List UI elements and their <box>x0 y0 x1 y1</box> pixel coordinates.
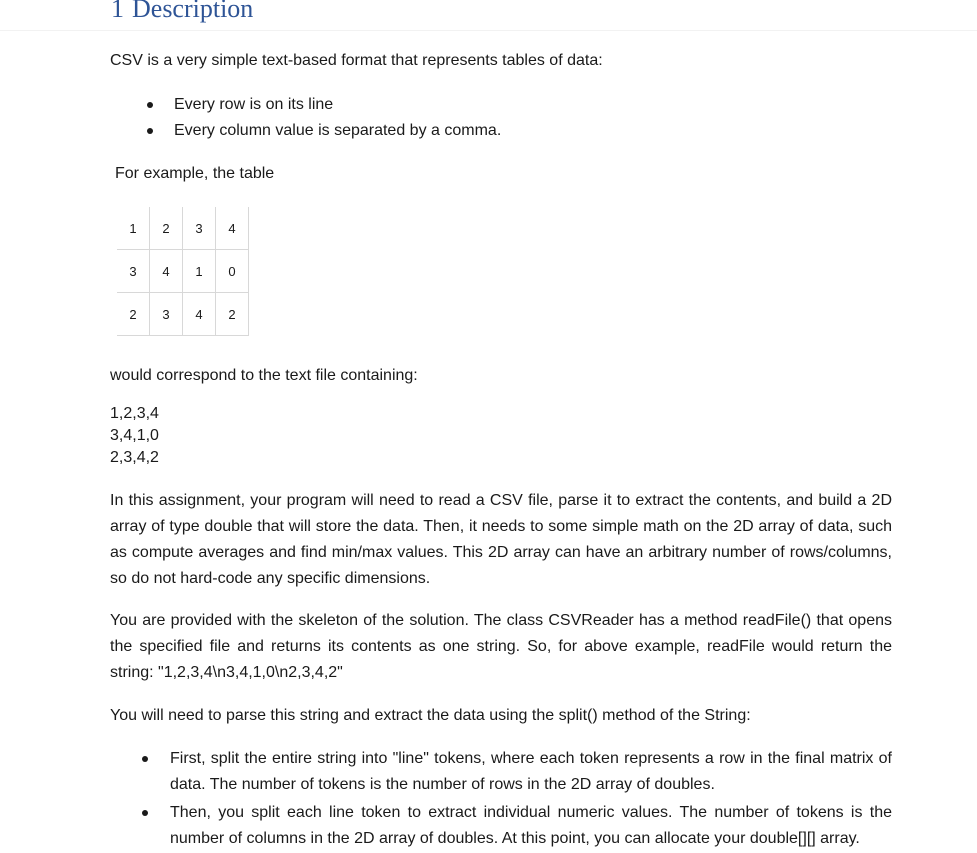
code-line: 1,2,3,4 <box>110 405 159 422</box>
heading-divider <box>0 30 977 31</box>
correspond-paragraph: would correspond to the text file containing: <box>110 367 418 384</box>
skeleton-paragraph: You are provided with the skeleton of the solution. The class CSVReader has a method readFile() that opens the specified file and returns its contents as one string. So, for above example, readFile would return the string: "1,2,3,4\n3,4,1,0\n2,3,4,2" <box>110 612 892 681</box>
intro-paragraph: CSV is a very simple text-based format that represents tables of data: <box>110 52 603 69</box>
list-item-text: Every row is on its line <box>174 96 334 113</box>
intro-bullet-list <box>174 92 501 144</box>
list-item-text: First, split the entire string into "line" tokens, where each token represents a row in the final matrix of data. The number of tokens is the number of rows in the 2D array of doubles. <box>170 750 892 793</box>
table-cell: 4 <box>183 293 216 336</box>
table-cell: 4 <box>150 250 183 293</box>
table-row <box>117 250 249 293</box>
table-cell: 3 <box>150 293 183 336</box>
bullet-icon <box>147 102 153 108</box>
list-item <box>170 746 892 798</box>
csv-file-contents <box>110 403 159 469</box>
assignment-paragraph: In this assignment, your program will need to read a CSV file, parse it to extract the contents, and build a 2D array of type double that will store the data. Then, it needs to some simple math on the 2D array of data, such as compute averages and find min/max values. This 2D array can have an arbitrary number of rows/columns, so do not hard-code any specific dimensions. <box>110 492 892 587</box>
section-number: 1 <box>111 0 124 23</box>
table-cell: 2 <box>216 293 249 336</box>
section-title: Description <box>132 0 254 23</box>
code-line: 2,3,4,2 <box>110 449 159 466</box>
section-heading <box>111 0 253 24</box>
table-row <box>117 293 249 336</box>
list-item <box>174 118 501 144</box>
table-cell: 3 <box>183 207 216 250</box>
table-cell: 2 <box>117 293 150 336</box>
table-cell: 3 <box>117 250 150 293</box>
list-item <box>170 800 892 852</box>
example-table <box>117 207 249 336</box>
table-cell: 1 <box>117 207 150 250</box>
table-cell: 0 <box>216 250 249 293</box>
code-line: 3,4,1,0 <box>110 427 159 444</box>
parse-paragraph: You will need to parse this string and extract the data using the split() method of the String: <box>110 707 751 724</box>
list-item-text: Every column value is separated by a comma. <box>174 122 502 139</box>
list-item-text: Then, you split each line token to extract individual numeric values. The number of tokens is the number of columns in the 2D array of doubles. At this point, you can allocate your double[][] array. <box>170 804 892 847</box>
bullet-icon <box>142 756 148 762</box>
bullet-icon <box>142 810 148 816</box>
table-row <box>117 207 249 250</box>
list-item <box>174 92 501 118</box>
table-cell: 2 <box>150 207 183 250</box>
table-cell: 1 <box>183 250 216 293</box>
example-label: For example, the table <box>115 165 275 182</box>
parse-bullet-list <box>170 746 892 852</box>
bullet-icon <box>147 128 153 134</box>
table-cell: 4 <box>216 207 249 250</box>
